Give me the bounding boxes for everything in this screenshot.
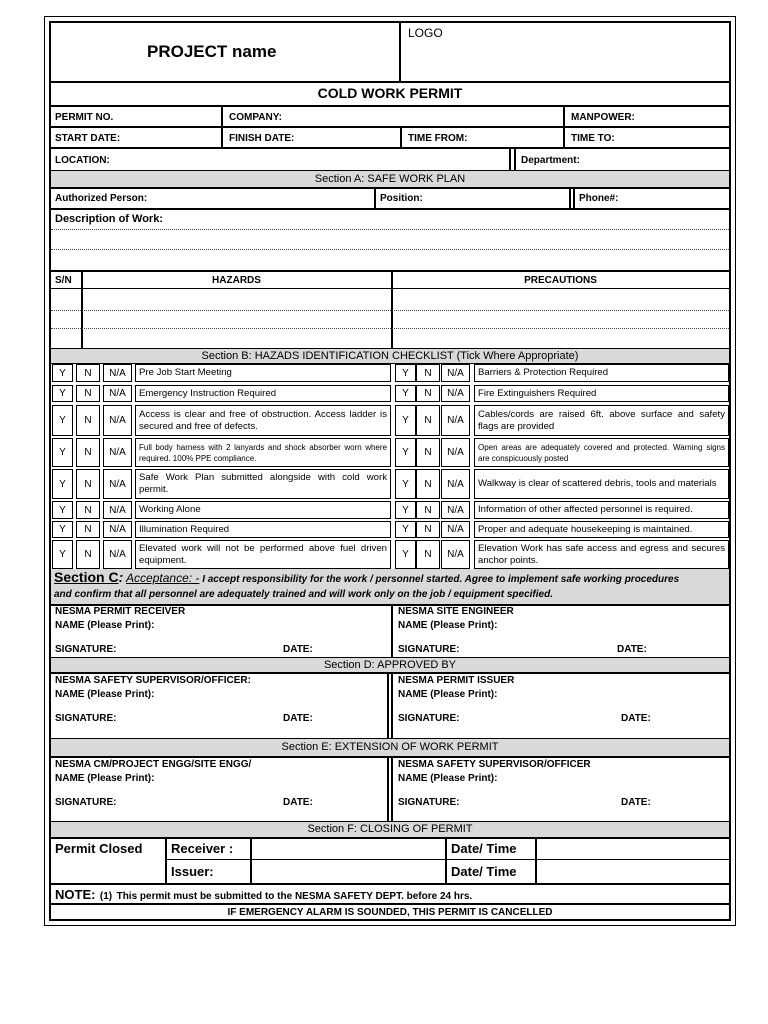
permit-form: [49, 21, 731, 921]
permit-no-label: PERMIT NO.: [55, 112, 114, 123]
left-option-yes[interactable]: Y: [52, 540, 73, 569]
left-checklist-item: [135, 438, 391, 467]
right-option-na[interactable]: N/A: [441, 501, 470, 519]
right-option-yes[interactable]: Y: [395, 405, 416, 436]
left-checklist-item-text: Elevated work will not be performed above fuel driven equipment.: [139, 542, 387, 566]
left-option-yes[interactable]: Y: [52, 438, 73, 467]
note-number: (1): [99, 891, 113, 902]
right-checklist-item: [474, 364, 729, 382]
right-checklist-item-text: Elevation Work has safe access and egress and secures anchor points.: [478, 542, 725, 566]
issuer-signature-label: SIGNATURE:: [398, 713, 460, 724]
issuer-date-label: DATE:: [621, 713, 651, 724]
left-option-na[interactable]: N/A: [103, 469, 132, 499]
permit-title: COLD WORK PERMIT: [317, 85, 463, 101]
start-date-label: START DATE:: [55, 133, 121, 144]
sn-header: S/N: [55, 275, 72, 286]
position-label: Position:: [380, 193, 423, 204]
site-engineer-role: NESMA SITE ENGINEER: [398, 606, 514, 617]
section-a-title: Section A: SAFE WORK PLAN: [51, 171, 729, 187]
left-option-no[interactable]: N: [76, 469, 100, 499]
right-option-na[interactable]: N/A: [441, 364, 470, 382]
right-option-na[interactable]: N/A: [441, 385, 470, 402]
right-checklist-item: [474, 385, 729, 402]
acceptance-label: Acceptance: -: [126, 571, 200, 585]
supervisor-name-label: NAME (Please Print):: [55, 689, 155, 700]
left-checklist-item: [135, 501, 391, 519]
left-option-na[interactable]: N/A: [103, 405, 132, 436]
right-checklist-item-text: Proper and adequate housekeeping is maintained.: [478, 523, 693, 535]
description-line: [51, 249, 729, 250]
right-checklist-item-text: Information of other affected personnel is required.: [478, 504, 693, 515]
right-option-na[interactable]: N/A: [441, 540, 470, 569]
permit-form-outer: [44, 16, 736, 926]
extension-left-name-label: NAME (Please Print):: [55, 773, 155, 784]
right-option-na[interactable]: N/A: [441, 521, 470, 538]
issuer-name-label: NAME (Please Print):: [398, 689, 498, 700]
receiver-date-time-label: Date/ Time: [451, 841, 517, 856]
right-option-yes[interactable]: Y: [395, 540, 416, 569]
left-option-yes[interactable]: Y: [52, 521, 73, 538]
supervisor-signature-label: SIGNATURE:: [55, 713, 117, 724]
receiver-label: Receiver :: [171, 841, 234, 856]
time-from-label: TIME FROM:: [408, 133, 468, 144]
right-checklist-item: [474, 438, 729, 467]
left-checklist-item: [135, 521, 391, 538]
receiver-name-label: NAME (Please Print):: [55, 620, 155, 631]
description-line: [51, 229, 729, 230]
issuer-label: Issuer:: [171, 864, 214, 879]
right-checklist-item: [474, 469, 729, 499]
left-option-no[interactable]: N: [76, 438, 100, 467]
section-f-title: Section F: CLOSING OF PERMIT: [51, 822, 729, 837]
extension-left-signature-label: SIGNATURE:: [55, 797, 117, 808]
left-option-na[interactable]: N/A: [103, 385, 132, 402]
hazards-header: HAZARDS: [212, 275, 261, 286]
left-option-na[interactable]: N/A: [103, 438, 132, 467]
project-name: PROJECT name: [147, 42, 277, 61]
right-option-no[interactable]: N: [416, 385, 440, 402]
right-option-na[interactable]: N/A: [441, 405, 470, 436]
section-c-heading: Section C: [54, 569, 119, 585]
finish-date-label: FINISH DATE:: [229, 133, 295, 144]
left-option-yes[interactable]: Y: [52, 385, 73, 402]
department-label: Department:: [521, 155, 580, 166]
left-option-yes[interactable]: Y: [52, 469, 73, 499]
permit-issuer-role: NESMA PERMIT ISSUER: [398, 675, 515, 686]
issuer-date-time-label: Date/ Time: [451, 864, 517, 879]
left-checklist-item-text: Working Alone: [139, 504, 201, 515]
extension-right-signature-label: SIGNATURE:: [398, 797, 460, 808]
right-checklist-item: [474, 540, 729, 569]
right-checklist-item: [474, 521, 729, 538]
right-checklist-item-text: Barriers & Protection Required: [478, 367, 609, 378]
project-engineer-role: NESMA CM/PROJECT ENGG/SITE ENGG/: [55, 759, 252, 770]
section-c-colon: :: [118, 569, 124, 585]
left-option-na[interactable]: N/A: [103, 501, 132, 519]
right-option-no[interactable]: N: [416, 469, 440, 499]
section-d-title: Section D: APPROVED BY: [51, 658, 729, 672]
left-checklist-item-text: Access is clear and free of obstruction. Access ladder is secured and free of defects.: [139, 408, 387, 432]
right-checklist-item-text: Walkway is clear of scattered debris, tools and materials: [478, 478, 717, 489]
permit-closed-label: Permit Closed: [55, 841, 143, 856]
left-option-yes[interactable]: Y: [52, 501, 73, 519]
left-checklist-item-text: Emergency Instruction Required: [139, 387, 277, 399]
right-option-yes[interactable]: Y: [395, 521, 416, 538]
left-option-no[interactable]: N: [76, 540, 100, 569]
left-checklist-item: [135, 469, 391, 499]
right-option-yes[interactable]: Y: [395, 469, 416, 499]
right-option-no[interactable]: N: [416, 438, 440, 467]
receiver-date-label: DATE:: [283, 644, 313, 655]
right-checklist-item-text: Cables/cords are raised 6ft. above surface and safety flags are provided: [478, 408, 725, 432]
company-label: COMPANY:: [229, 112, 282, 123]
left-checklist-item-text: Illumination Required: [139, 523, 230, 535]
left-option-no[interactable]: N: [76, 521, 100, 538]
engineer-signature-label: SIGNATURE:: [398, 644, 460, 655]
acceptance-statement-1: I accept responsibility for the work / personnel started. Agree to implement safe working procedures: [202, 574, 680, 585]
left-checklist-item-text: Safe Work Plan submitted alongside with cold work permit.: [139, 472, 387, 495]
section-b-title: Section B: HAZADS IDENTIFICATION CHECKLIST (Tick Where Appropriate): [51, 349, 729, 363]
note-label: NOTE:: [55, 887, 96, 902]
left-option-na[interactable]: N/A: [103, 364, 132, 382]
section-e-title: Section E: EXTENSION OF WORK PERMIT: [51, 739, 729, 756]
right-checklist-item: [474, 405, 729, 436]
emergency-notice: IF EMERGENCY ALARM IS SOUNDED, THIS PERMIT IS CANCELLED: [227, 907, 553, 918]
left-option-yes[interactable]: Y: [52, 405, 73, 436]
left-option-na[interactable]: N/A: [103, 521, 132, 538]
right-option-no[interactable]: N: [416, 364, 440, 382]
right-checklist-item: [474, 501, 729, 519]
left-option-yes[interactable]: Y: [52, 364, 73, 382]
left-option-no[interactable]: N: [76, 405, 100, 436]
right-option-no[interactable]: N: [416, 405, 440, 436]
left-checklist-item: [135, 405, 391, 436]
acceptance-statement-2: and confirm that all personnel are adequately trained and will work only on the job / equipment specified.: [54, 589, 553, 600]
section-c-band: [51, 569, 729, 604]
right-option-yes[interactable]: Y: [395, 364, 416, 382]
location-label: LOCATION:: [55, 155, 110, 166]
note-text: This permit must be submitted to the NESMA SAFETY DEPT. before 24 hrs.: [116, 891, 473, 902]
right-checklist-item-text: Open areas are adequately covered and protected. Warning signs are conspicuously posted: [478, 442, 725, 463]
phone-label: Phone#:: [579, 193, 619, 204]
left-checklist-item-text: Pre Job Start Meeting: [139, 367, 232, 378]
left-checklist-item-text: Full body harness with 2 lanyards and shock absorber worn where required. 100% PPE compliance.: [139, 442, 387, 463]
left-option-no[interactable]: N: [76, 501, 100, 519]
right-option-yes[interactable]: Y: [395, 501, 416, 519]
right-option-no[interactable]: N: [416, 540, 440, 569]
right-option-no[interactable]: N: [416, 521, 440, 538]
logo-placeholder: LOGO: [408, 26, 443, 40]
manpower-label: MANPOWER:: [571, 112, 635, 123]
extension-left-date-label: DATE:: [283, 797, 313, 808]
right-option-yes[interactable]: Y: [395, 438, 416, 467]
authorized-person-label: Authorized Person:: [55, 193, 148, 204]
left-option-no[interactable]: N: [76, 364, 100, 382]
description-label: Description of Work:: [55, 213, 163, 225]
supervisor-date-label: DATE:: [283, 713, 313, 724]
extension-right-name-label: NAME (Please Print):: [398, 773, 498, 784]
right-option-na[interactable]: N/A: [441, 469, 470, 499]
right-option-na[interactable]: N/A: [441, 438, 470, 467]
right-checklist-item-text: Fire Extinguishers Required: [478, 387, 597, 399]
right-option-yes[interactable]: Y: [395, 385, 416, 402]
safety-supervisor-role: NESMA SAFETY SUPERVISOR/OFFICER:: [55, 675, 251, 686]
left-option-na[interactable]: N/A: [103, 540, 132, 569]
right-option-no[interactable]: N: [416, 501, 440, 519]
engineer-name-label: NAME (Please Print):: [398, 620, 498, 631]
permit-receiver-role: NESMA PERMIT RECEIVER: [55, 606, 186, 617]
extension-right-date-label: DATE:: [621, 797, 651, 808]
extension-supervisor-role: NESMA SAFETY SUPERVISOR/OFFICER: [398, 759, 591, 770]
receiver-signature-label: SIGNATURE:: [55, 644, 117, 655]
note-line: [55, 886, 472, 904]
precautions-header: PRECAUTIONS: [524, 275, 597, 286]
left-option-no[interactable]: N: [76, 385, 100, 402]
engineer-date-label: DATE:: [617, 644, 647, 655]
left-checklist-item: [135, 540, 391, 569]
left-checklist-item: [135, 385, 391, 402]
time-to-label: TIME TO:: [571, 133, 615, 144]
header-divider: [399, 23, 401, 81]
left-checklist-item: [135, 364, 391, 382]
